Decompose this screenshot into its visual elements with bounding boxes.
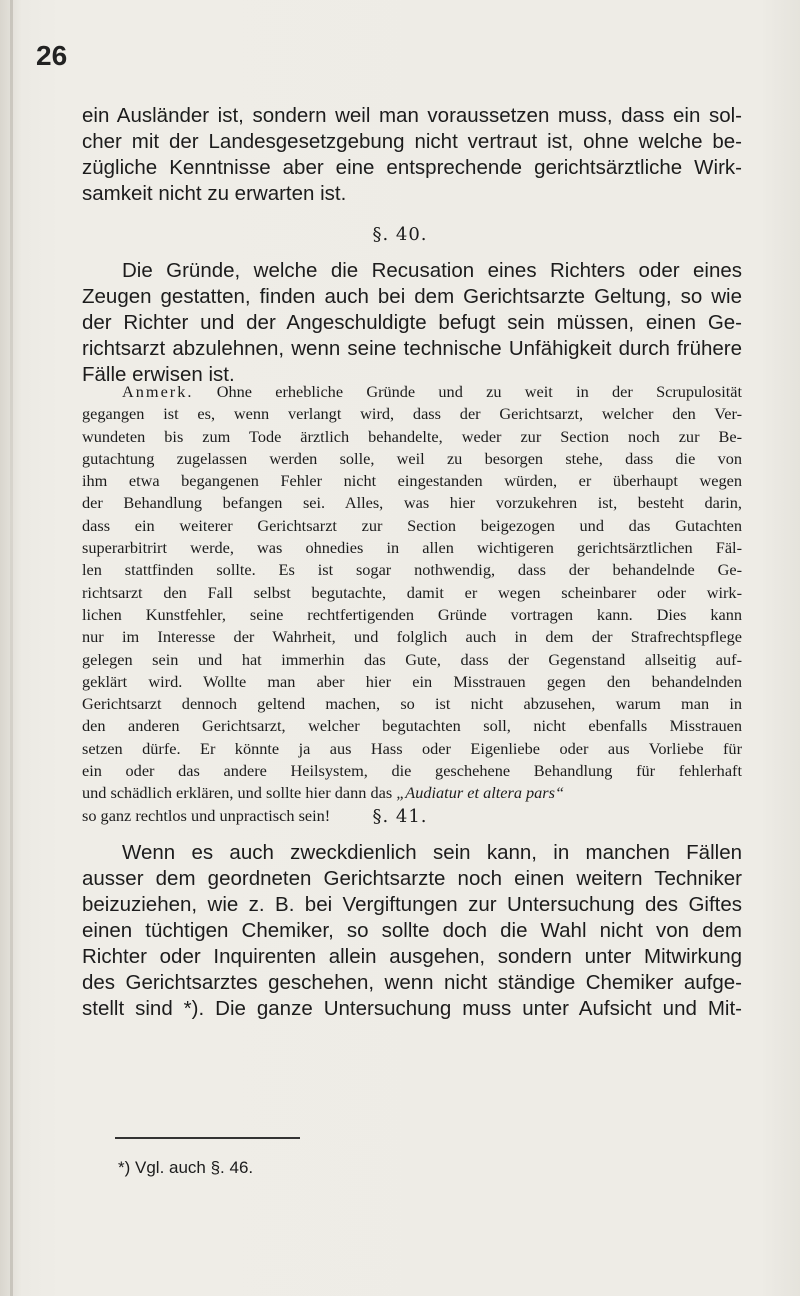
text-line: ihm etwa begangenen Fehler nicht eingestanden würden, er überhaupt wegen (82, 471, 742, 491)
latin-quote: „Audiatur et altera pars“ (396, 783, 565, 803)
text-line: superarbitrirt werde, was ohnedies in allen wichtigeren gerichtsärztlichen Fäl- (82, 538, 742, 558)
footnote-divider (115, 1137, 300, 1139)
text-line: gegangen ist es, wenn verlangt wird, dass der Gerichtsarzt, welcher den Ver- (82, 404, 742, 424)
text-line: den anderen Gerichtsarzt, welcher begutachten soll, nicht ebenfalls Misstrauen (82, 716, 742, 736)
annotation-paragraph (82, 381, 742, 827)
text-line: der Richter und der Angeschuldigte befugt sein müssen, einen Ge- (82, 311, 742, 334)
text-line: beizuziehen, wie z. B. bei Vergiftungen zur Untersuchung des Giftes (82, 893, 742, 916)
text-line: Wenn es auch zweckdienlich sein kann, in manchen Fällen (122, 841, 742, 864)
text-line: lichen Kunstfehler, seine rechtfertigenden Gründe vortragen kann. Dies kann (82, 604, 742, 624)
section-41-heading: §. 41. (372, 806, 428, 827)
text-line: nur im Interesse der Wahrheit, und folglich auch in dem der Strafrechtspflege (82, 627, 742, 647)
text-line: geklärt wird. Wollte man aber hier ein Misstrauen gegen den behandelnden (82, 671, 742, 691)
text-line: Richter oder Inquirenten allein ausgehen, sondern unter Mitwirkung (82, 945, 742, 968)
text-line: richtsarzt abzulehnen, wenn seine technische Unfähigkeit durch frühere (82, 337, 742, 360)
text-line: Die Gründe, welche die Recusation eines Richters oder eines (122, 259, 742, 282)
annotation-label: Anmerk. (122, 382, 194, 401)
text-line: ausser dem geordneten Gerichtsarzte noch einen weitern Techniker (82, 867, 742, 890)
text-line-rest: Ohne erhebliche Gründe und zu weit in der Scrupulosität (216, 382, 742, 401)
text-line: zügliche Kenntnisse aber eine entsprechende gerichtsärztliche Wirk- (82, 156, 742, 179)
intro-paragraph (82, 103, 742, 207)
text-line: wundeten bis zum Tode ärztlich behandelte, weder zur Section noch zur Be- (82, 426, 742, 446)
section-41-paragraph (82, 840, 742, 1022)
text-line: setzen dürfe. Er könnte ja aus Hass oder Eigenliebe oder aus Vorliebe für (82, 738, 742, 758)
section-40-paragraph (82, 258, 742, 388)
text-line: gutachtung zugelassen werden solle, weil zu besorgen stehe, dass die von (82, 448, 742, 468)
text-line (82, 782, 742, 804)
section-40-heading: §. 40. (372, 224, 428, 245)
text-line: stellt sind *). Die ganze Untersuchung muss unter Aufsicht und Mit- (82, 997, 742, 1020)
text-line: einen tüchtigen Chemiker, so sollte doch die Wahl nicht von dem (82, 919, 742, 942)
text-line: gelegen sein und hat immerhin das Gute, dass der Gegenstand allseitig auf- (82, 649, 742, 669)
text-line: dass ein weiterer Gerichtsarzt zur Section beigezogen und das Gutachten (82, 515, 742, 535)
text-line: richtsarzt den Fall selbst begutachte, damit er wegen scheinbarer oder wirk- (82, 582, 742, 602)
text-line: der Behandlung befangen sei. Alles, was hier vorzukehren ist, besteht darin, (82, 493, 742, 513)
footnote: *) Vgl. auch §. 46. (118, 1158, 254, 1177)
text-line: len stattfinden sollte. Es ist sogar nothwendig, dass der behandelnde Ge- (82, 560, 742, 580)
text-line: Gerichtsarzt dennoch geltend machen, so ist nicht abzusehen, warum man in (82, 694, 742, 714)
text-line: cher mit der Landesgesetzgebung nicht vertraut ist, ohne welche be- (82, 130, 742, 153)
text-line: Fälle erwisen ist. (82, 363, 235, 386)
text-line (82, 381, 742, 403)
text-line: ein Ausländer ist, sondern weil man voraussetzen muss, dass ein sol- (82, 104, 742, 127)
text-line: ein oder das andere Heilsystem, die geschehene Behandlung für fehlerhaft (82, 761, 742, 781)
page-number: 26 (36, 40, 68, 71)
text-line-start: und schädlich erklären, und sollte hier dann das (82, 783, 393, 803)
text-line: Zeugen gestatten, finden auch bei dem Gerichtsarzte Geltung, so wie (82, 285, 742, 308)
page-edge-shadow (10, 0, 13, 1296)
text-line: so ganz rechtlos und unpractisch sein! (82, 805, 331, 825)
text-line: des Gerichtsarztes geschehen, wenn nicht ständige Chemiker aufge- (82, 971, 742, 994)
text-line: samkeit nicht zu erwarten ist. (82, 182, 347, 205)
